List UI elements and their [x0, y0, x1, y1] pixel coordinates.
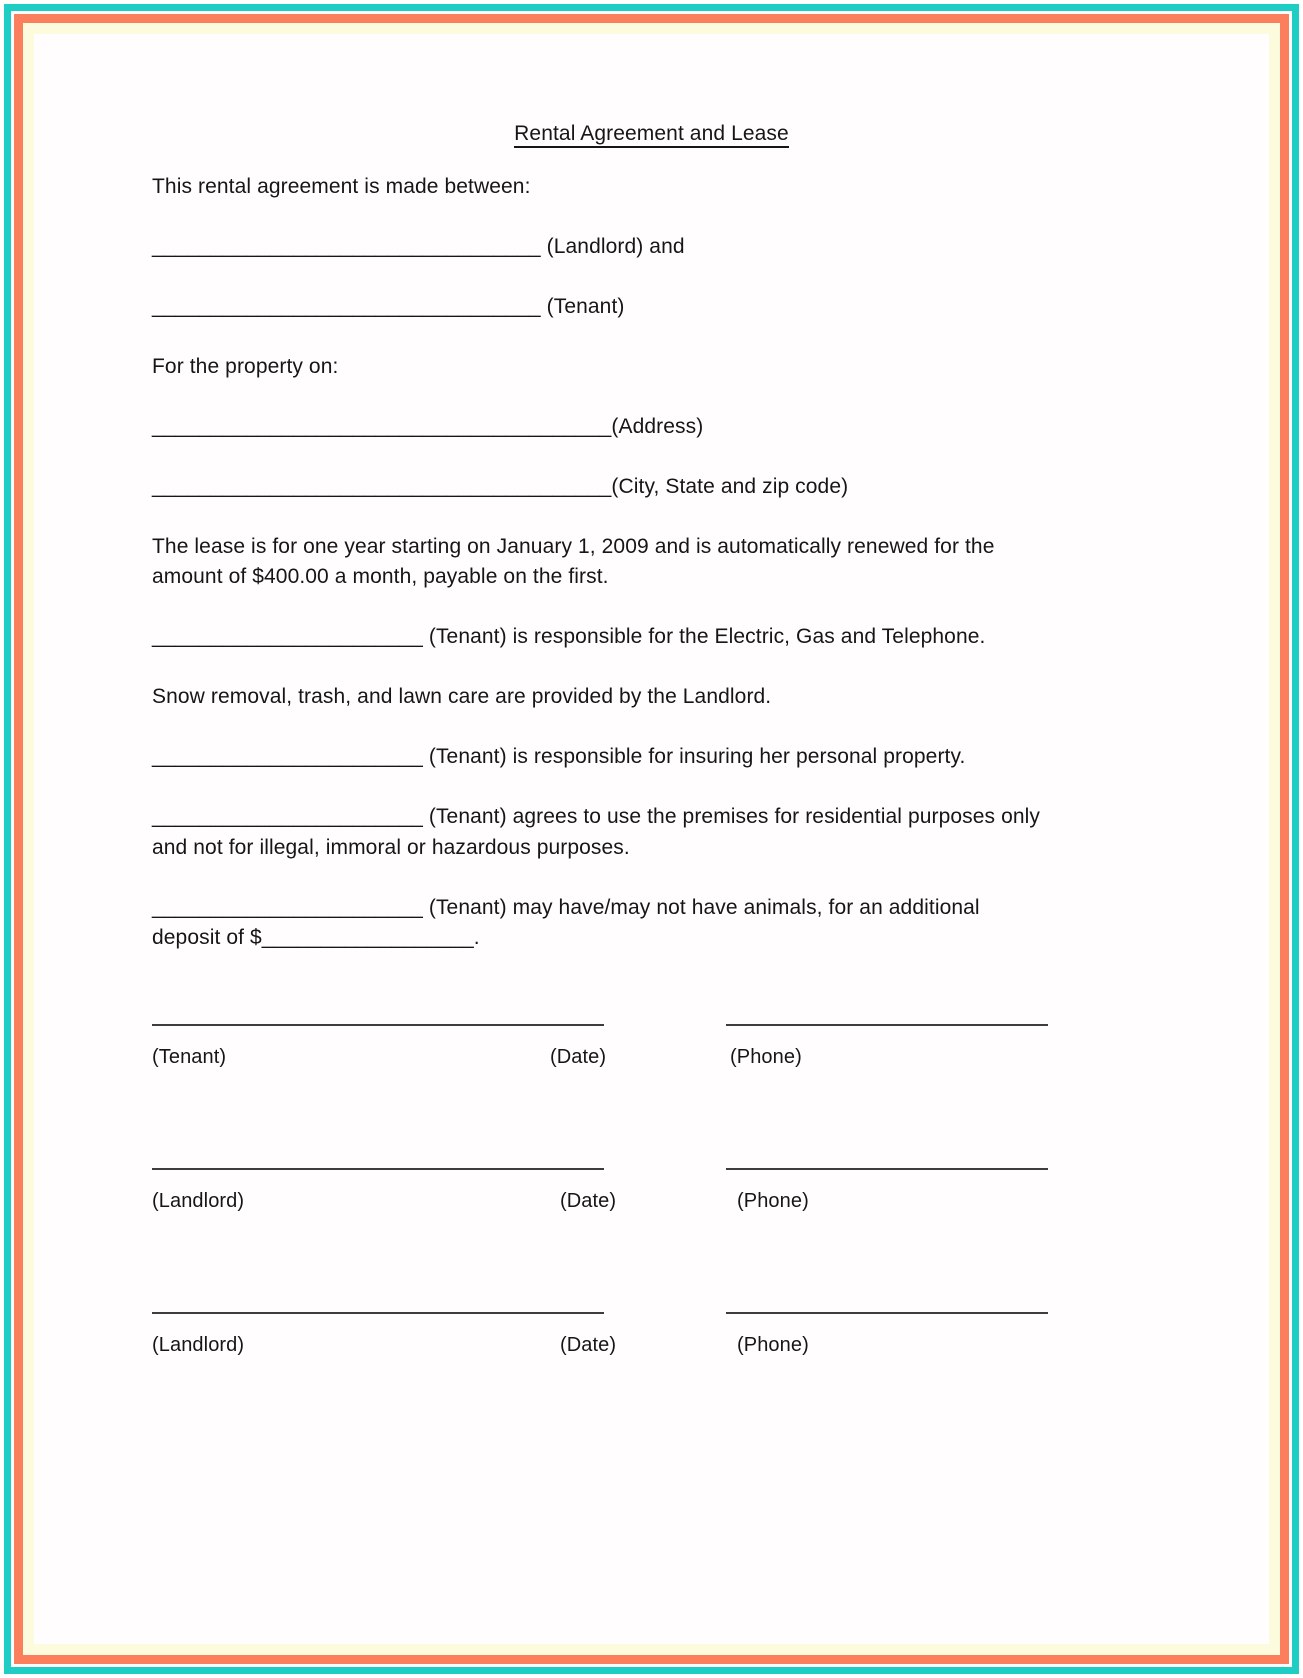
paragraph-use-of-premises: _______________________ (Tenant) agrees to use the premises for residential purposes only and not for illegal, immoral or hazardous purposes.	[152, 804, 1041, 859]
paragraph-landlord-blank: _________________________________ (Landlord) and	[152, 235, 685, 259]
signature-block-landlord-2	[152, 1312, 1082, 1360]
paragraph-landlord-services: Snow removal, trash, and lawn care are provided by the Landlord.	[152, 685, 772, 709]
paragraph-lease-term: The lease is for one year starting on January 1, 2009 and is automatically renewed for the amount of $400.00 a month, payable on the first.	[152, 534, 995, 589]
signature-label-who: (Landlord)	[152, 1334, 245, 1357]
signature-rules	[152, 1168, 1082, 1170]
signature-label-phone: (Phone)	[730, 1046, 802, 1069]
signature-labels	[152, 1334, 1082, 1360]
signature-label-date: (Date)	[560, 1334, 617, 1357]
paragraph-animals: _______________________ (Tenant) may have/may not have animals, for an additional deposit of $__________________.	[152, 895, 980, 950]
paragraph-address-blank: _______________________________________(Address)	[152, 414, 704, 438]
signature-line-phone[interactable]	[726, 1312, 1048, 1314]
signature-line-name-date[interactable]	[152, 1312, 604, 1314]
signature-label-who: (Tenant)	[152, 1046, 227, 1069]
paragraph-tenant-blank: _________________________________ (Tenant)	[152, 295, 625, 319]
paragraph-property-intro: For the property on:	[152, 354, 339, 378]
signature-label-phone: (Phone)	[737, 1190, 809, 1213]
signature-labels	[152, 1046, 1082, 1072]
paragraph-intro: This rental agreement is made between:	[152, 175, 531, 199]
signature-rules	[152, 1312, 1082, 1314]
signature-area	[152, 1024, 1082, 1360]
signature-line-phone[interactable]	[726, 1168, 1048, 1170]
signature-line-name-date[interactable]	[152, 1168, 604, 1170]
signature-block-landlord-1	[152, 1168, 1082, 1216]
document-body	[152, 172, 1052, 954]
paragraph-utilities: _______________________ (Tenant) is responsible for the Electric, Gas and Telephone.	[152, 625, 986, 649]
signature-line-phone[interactable]	[726, 1024, 1048, 1026]
page-title	[152, 120, 1185, 148]
signature-label-phone: (Phone)	[737, 1334, 809, 1357]
page-title-text: Rental Agreement and Lease	[514, 122, 789, 148]
signature-label-date: (Date)	[550, 1046, 607, 1069]
paragraph-insurance: _______________________ (Tenant) is responsible for insuring her personal property.	[152, 744, 966, 768]
signature-block-tenant	[152, 1024, 1082, 1072]
signature-label-date: (Date)	[560, 1190, 617, 1213]
signature-line-name-date[interactable]	[152, 1024, 604, 1026]
signature-label-who: (Landlord)	[152, 1190, 245, 1213]
signature-labels	[152, 1190, 1082, 1216]
paragraph-city-state-zip-blank: _______________________________________(City, State and zip code)	[152, 474, 849, 498]
signature-rules	[152, 1024, 1082, 1026]
